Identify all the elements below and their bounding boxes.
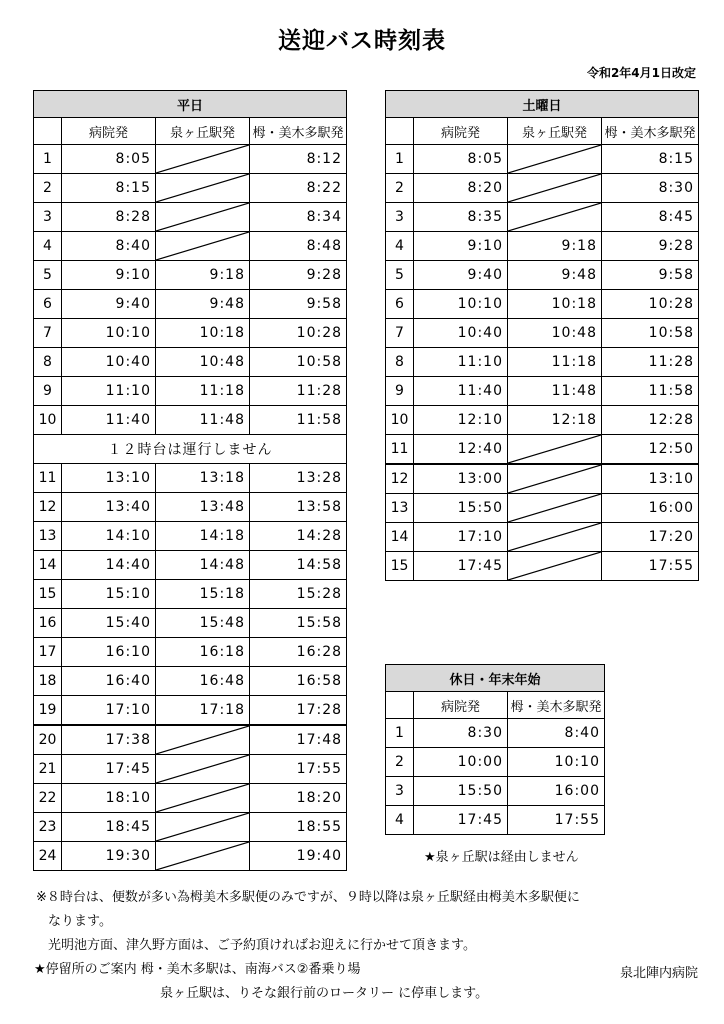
diagonal-slash [156,203,249,231]
row-number: 11 [34,464,62,493]
togami-departure: 15:28 [250,580,347,609]
note-line-2: なります。 [48,914,112,929]
togami-departure: 18:55 [250,813,347,842]
table-row [386,174,699,203]
izumigaoka-departure: 13:18 [156,464,250,493]
table-row [386,806,605,835]
togami-departure: 9:28 [602,232,699,261]
holiday-note: ★泉ヶ丘駅は経由しません [424,850,579,865]
no-stop-cell [508,494,602,523]
row-number: 4 [386,232,414,261]
table-row [386,145,699,174]
row-number: 16 [34,609,62,638]
row-number: 10 [386,406,414,435]
diagonal-slash [508,523,601,551]
saturday-timetable [385,90,699,581]
table-row [386,464,699,494]
hospital-departure: 8:15 [62,174,156,203]
diagonal-slash [156,145,249,173]
hospital-departure: 8:20 [414,174,508,203]
diagonal-slash [508,174,601,202]
hospital-departure: 11:10 [62,377,156,406]
togami-departure: 8:15 [602,145,699,174]
no-stop-cell [508,203,602,232]
col-header-togami: 栂・美木多駅発 [508,692,605,719]
table-row [386,494,699,523]
hospital-departure: 18:45 [62,813,156,842]
row-number: 6 [34,290,62,319]
togami-departure: 19:40 [250,842,347,871]
togami-departure: 13:10 [602,464,699,494]
diagonal-slash [508,552,601,580]
page-title: 送迎バス時刻表 [278,28,446,54]
holiday-heading: 休日・年末年始 [386,665,605,692]
table-row [34,203,347,232]
hospital-departure: 8:28 [62,203,156,232]
table-row [386,261,699,290]
izumigaoka-departure: 11:48 [156,406,250,435]
hospital-departure: 13:40 [62,493,156,522]
togami-departure: 17:55 [250,755,347,784]
table-row [386,406,699,435]
col-header-number [386,118,414,145]
hospital-departure: 11:10 [414,348,508,377]
table-row [34,319,347,348]
table-row [34,261,347,290]
table-row [386,319,699,348]
hospital-departure: 16:40 [62,667,156,696]
diagonal-slash [156,813,249,841]
table-row [34,755,347,784]
hospital-departure: 13:10 [62,464,156,493]
hospital-departure: 10:10 [62,319,156,348]
no-stop-cell [156,813,250,842]
izumigaoka-departure: 9:18 [156,261,250,290]
togami-departure: 13:28 [250,464,347,493]
izumigaoka-departure: 10:18 [156,319,250,348]
table-row [386,748,605,777]
no-stop-cell [156,174,250,203]
table-row [386,377,699,406]
row-number: 2 [386,174,414,203]
togami-departure: 10:58 [250,348,347,377]
hospital-departure: 10:40 [414,319,508,348]
izumigaoka-departure: 15:48 [156,609,250,638]
table-row [34,580,347,609]
table-row [34,174,347,203]
izumigaoka-departure: 16:18 [156,638,250,667]
diagonal-slash [508,203,601,231]
row-number: 5 [34,261,62,290]
table-row [386,203,699,232]
togami-departure: 11:28 [250,377,347,406]
hospital-departure: 11:40 [414,377,508,406]
note-line-5: 泉ヶ丘駅は、りそな銀行前のロータリー に停車します。 [160,986,489,1001]
col-header-hospital: 病院発 [62,118,156,145]
table-row [34,609,347,638]
no-stop-cell [508,464,602,494]
no-stop-cell [156,842,250,871]
row-number: 21 [34,755,62,784]
revision-date: 令和2年4月1日改定 [586,66,696,80]
row-number: 3 [386,777,414,806]
diagonal-slash [156,784,249,812]
hospital-departure: 15:50 [414,777,508,806]
row-number: 13 [34,522,62,551]
row-number: 22 [34,784,62,813]
hospital-departure: 9:40 [62,290,156,319]
hospital-departure: 9:40 [414,261,508,290]
izumigaoka-departure: 17:18 [156,696,250,726]
togami-departure: 11:28 [602,348,699,377]
col-header-togami: 栂・美木多駅発 [250,118,347,145]
hospital-departure: 15:10 [62,580,156,609]
row-number: 7 [34,319,62,348]
togami-departure: 14:58 [250,551,347,580]
table-row [386,523,699,552]
hospital-departure: 17:10 [62,696,156,726]
row-number: 19 [34,696,62,726]
hospital-departure: 17:45 [414,552,508,581]
row-number: 18 [34,667,62,696]
row-number: 15 [386,552,414,581]
izumigaoka-departure: 10:18 [508,290,602,319]
row-number: 1 [386,719,414,748]
row-number: 14 [34,551,62,580]
table-row [386,777,605,806]
table-row [386,290,699,319]
hospital-departure: 9:10 [414,232,508,261]
diagonal-slash [156,726,249,754]
table-row [34,667,347,696]
no-stop-cell [156,203,250,232]
togami-departure: 18:20 [250,784,347,813]
hospital-departure: 8:05 [62,145,156,174]
togami-departure: 8:48 [250,232,347,261]
col-header-hospital: 病院発 [414,118,508,145]
togami-departure: 9:58 [250,290,347,319]
togami-departure: 8:30 [602,174,699,203]
hospital-departure: 14:10 [62,522,156,551]
table-row [34,842,347,871]
togami-departure: 8:12 [250,145,347,174]
hospital-departure: 19:30 [62,842,156,871]
izumigaoka-departure: 9:18 [508,232,602,261]
table-row [386,435,699,465]
togami-departure: 9:28 [250,261,347,290]
table-row [34,784,347,813]
togami-departure: 17:55 [602,552,699,581]
togami-departure: 12:28 [602,406,699,435]
hospital-departure: 10:40 [62,348,156,377]
togami-departure: 10:10 [508,748,605,777]
hospital-departure: 18:10 [62,784,156,813]
row-number: 6 [386,290,414,319]
togami-departure: 8:22 [250,174,347,203]
izumigaoka-departure: 10:48 [156,348,250,377]
togami-departure: 14:28 [250,522,347,551]
hospital-departure: 10:00 [414,748,508,777]
izumigaoka-departure: 13:48 [156,493,250,522]
saturday-heading: 土曜日 [386,91,699,118]
togami-departure: 16:28 [250,638,347,667]
diagonal-slash [156,842,249,870]
row-number: 2 [34,174,62,203]
togami-departure: 17:48 [250,725,347,755]
weekday-heading: 平日 [34,91,347,118]
diagonal-slash [508,435,601,463]
togami-departure: 10:58 [602,319,699,348]
no-stop-cell [508,435,602,465]
izumigaoka-departure: 9:48 [508,261,602,290]
col-header-izumigaoka: 泉ヶ丘駅発 [156,118,250,145]
izumigaoka-departure: 11:18 [156,377,250,406]
table-row [386,552,699,581]
table-row [34,377,347,406]
no-stop-cell [508,145,602,174]
togami-departure: 8:40 [508,719,605,748]
col-header-hospital: 病院発 [414,692,508,719]
row-number: 9 [34,377,62,406]
table-row [386,232,699,261]
col-header-number [34,118,62,145]
table-row [34,464,347,493]
togami-departure: 17:55 [508,806,605,835]
table-row [34,290,347,319]
col-header-togami: 栂・美木多駅発 [602,118,699,145]
hospital-departure: 15:40 [62,609,156,638]
row-number: 7 [386,319,414,348]
hospital-departure: 8:30 [414,719,508,748]
hospital-departure: 17:10 [414,523,508,552]
togami-departure: 10:28 [602,290,699,319]
row-number: 12 [386,464,414,494]
izumigaoka-departure: 14:48 [156,551,250,580]
no-stop-cell [156,232,250,261]
holiday-timetable [385,664,605,835]
weekday-timetable [33,90,347,871]
diagonal-slash [156,174,249,202]
togami-departure: 16:00 [602,494,699,523]
togami-departure: 17:28 [250,696,347,726]
row-number: 24 [34,842,62,871]
togami-departure: 8:34 [250,203,347,232]
diagonal-slash [156,232,249,260]
diagonal-slash [508,465,601,493]
togami-departure: 15:58 [250,609,347,638]
row-number: 20 [34,725,62,755]
no-stop-cell [156,725,250,755]
table-row [34,406,347,435]
togami-departure: 9:58 [602,261,699,290]
togami-departure: 16:00 [508,777,605,806]
togami-departure: 17:20 [602,523,699,552]
row-number: 12 [34,493,62,522]
table-row [34,813,347,842]
togami-departure: 12:50 [602,435,699,465]
table-row [34,696,347,726]
hospital-departure: 13:00 [414,464,508,494]
table-row [34,522,347,551]
togami-departure: 13:58 [250,493,347,522]
togami-departure: 16:58 [250,667,347,696]
no-stop-cell [508,523,602,552]
no-stop-cell [156,784,250,813]
table-row [34,725,347,755]
izumigaoka-departure: 11:48 [508,377,602,406]
row-number: 1 [34,145,62,174]
row-number: 10 [34,406,62,435]
note-line-4: ★停留所のご案内 栂・美木多駅は、南海バス②番乗り場 [34,962,361,977]
hospital-departure: 10:10 [414,290,508,319]
hospital-departure: 12:40 [414,435,508,465]
row-number: 4 [34,232,62,261]
hospital-departure: 17:45 [62,755,156,784]
izumigaoka-departure: 15:18 [156,580,250,609]
row-number: 3 [386,203,414,232]
togami-departure: 8:45 [602,203,699,232]
hospital-departure: 8:40 [62,232,156,261]
hospital-name: 泉北陣内病院 [619,966,698,981]
row-number: 4 [386,806,414,835]
table-row [386,719,605,748]
izumigaoka-departure: 10:48 [508,319,602,348]
noon-note: １２時台は運行しません [34,435,347,464]
table-row [34,638,347,667]
row-number: 9 [386,377,414,406]
hospital-departure: 15:50 [414,494,508,523]
togami-departure: 11:58 [250,406,347,435]
row-number: 15 [34,580,62,609]
row-number: 2 [386,748,414,777]
row-number: 14 [386,523,414,552]
diagonal-slash [156,755,249,783]
hospital-departure: 14:40 [62,551,156,580]
izumigaoka-departure: 9:48 [156,290,250,319]
hospital-departure: 17:38 [62,725,156,755]
noon-note-row [34,435,347,464]
izumigaoka-departure: 11:18 [508,348,602,377]
izumigaoka-departure: 16:48 [156,667,250,696]
hospital-departure: 8:05 [414,145,508,174]
no-stop-cell [156,145,250,174]
row-number: 17 [34,638,62,667]
table-row [34,145,347,174]
note-line-3: 光明池方面、津久野方面は、ご予約頂ければお迎えに行かせて頂きます。 [48,938,476,953]
table-row [34,232,347,261]
note-line-1: ※８時台は、便数が多い為栂美木多駅便のみですが、９時以降は泉ヶ丘駅経由栂美木多駅便に [36,890,580,905]
togami-departure: 10:28 [250,319,347,348]
row-number: 11 [386,435,414,465]
table-row [386,348,699,377]
notes-section [36,886,706,1006]
row-number: 8 [34,348,62,377]
row-number: 8 [386,348,414,377]
togami-departure: 11:58 [602,377,699,406]
hospital-departure: 11:40 [62,406,156,435]
table-row [34,348,347,377]
row-number: 1 [386,145,414,174]
hospital-departure: 9:10 [62,261,156,290]
row-number: 3 [34,203,62,232]
diagonal-slash [508,145,601,173]
hospital-departure: 8:35 [414,203,508,232]
izumigaoka-departure: 12:18 [508,406,602,435]
hospital-departure: 17:45 [414,806,508,835]
table-row [34,493,347,522]
hospital-departure: 12:10 [414,406,508,435]
row-number: 5 [386,261,414,290]
no-stop-cell [508,174,602,203]
no-stop-cell [508,552,602,581]
diagonal-slash [508,494,601,522]
table-row [34,551,347,580]
col-header-izumigaoka: 泉ヶ丘駅発 [508,118,602,145]
no-stop-cell [156,755,250,784]
izumigaoka-departure: 14:18 [156,522,250,551]
col-header-number [386,692,414,719]
row-number: 13 [386,494,414,523]
row-number: 23 [34,813,62,842]
hospital-departure: 16:10 [62,638,156,667]
